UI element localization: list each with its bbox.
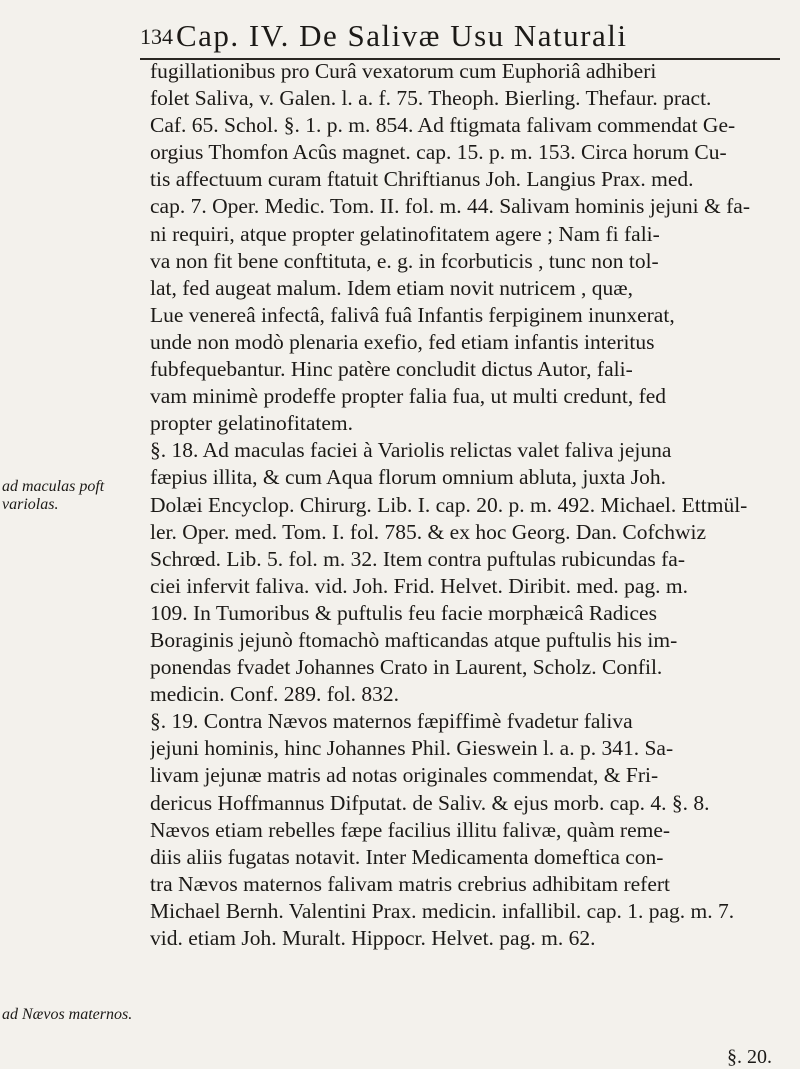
text-line: Caf. 65. Schol. §. 1. p. m. 854. Ad ftigmata falivam commendat Ge- (150, 113, 736, 138)
text-line: dericus Hoffmannus Difputat. de Saliv. & ejus morb. cap. 4. §. 8. (150, 790, 710, 815)
catchword: §. 20. (727, 1046, 772, 1068)
text-line: fugillationibus pro Curâ vexatorum cum Euphoriâ adhiberi (150, 59, 657, 83)
text-line: unde non modò plenaria exefio, fed etiam infantis interitus (150, 329, 655, 354)
text-line: ni requiri, atque propter gelatinofitatem agere ; Nam fi fali- (150, 221, 660, 246)
text-line: folet Saliva, v. Galen. l. a. f. 75. Theoph. Bierling. Thefaur. pract. (150, 86, 712, 111)
text-line: Lue venereâ infectâ, falivâ fuâ Infantis ferpiginem inunxerat, (150, 302, 675, 327)
text-line: Nævos etiam rebelles fæpe facilius illitu falivæ, quàm reme- (150, 817, 671, 842)
text-line: ler. Oper. med. Tom. I. fol. 785. & ex hoc Georg. Dan. Cofchwiz (150, 519, 706, 544)
body-text (150, 58, 786, 952)
page-number: 134 (140, 24, 173, 49)
text-line: Schrœd. Lib. 5. fol. m. 32. Item contra puftulas rubicundas fa- (150, 546, 685, 571)
text-line: jejuni hominis, hinc Johannes Phil. Gieswein l. a. p. 341. Sa- (150, 736, 674, 761)
text-line: Dolæi Encyclop. Chirurg. Lib. I. cap. 20. p. m. 492. Michael. Ettmül- (150, 492, 748, 517)
text-line: propter gelatinofitatem. (150, 411, 353, 436)
text-line: orgius Thomfon Acûs magnet. cap. 15. p. m. 153. Circa horum Cu- (150, 140, 727, 165)
running-head: Cap. IV. De Salivæ Usu Naturali (176, 18, 628, 53)
text-line: fubfequebantur. Hinc patère concludit dictus Autor, fali- (150, 357, 633, 382)
text-line: ponendas fvadet Johannes Crato in Laurent, Scholz. Confil. (150, 655, 663, 680)
text-line: ciei infervit faliva. vid. Joh. Frid. Helvet. Diribit. med. pag. m. (150, 573, 688, 598)
text-line: 109. In Tumoribus & puftulis feu facie morphæicâ Radices (150, 600, 657, 625)
text-line: diis aliis fugatas notavit. Inter Medicamenta domeftica con- (150, 844, 664, 869)
text-line: vid. etiam Joh. Muralt. Hippocr. Helvet. pag. m. 62. (150, 926, 596, 950)
text-line: §. 19. Contra Nævos maternos fæpiffimè fvadetur faliva (150, 709, 633, 734)
margin-note-naevos: ad Nævos maternos. (2, 1006, 133, 1023)
text-line: tra Nævos maternos falivam matris crebrius adhibitam refert (150, 871, 671, 896)
text-line: lat, fed augeat malum. Idem etiam novit nutricem , quæ, (150, 275, 634, 300)
text-line: vam minimè prodeffe propter falia fua, ut multi credunt, fed (150, 384, 667, 409)
text-line: medicin. Conf. 289. fol. 832. (150, 682, 400, 707)
margin-note-maculas: ad maculas poft variolas. (2, 478, 105, 513)
text-line: §. 18. Ad maculas faciei à Variolis relictas valet faliva jejuna (150, 438, 672, 463)
text-line: tis affectuum curam ftatuit Chriftianus Joh. Langius Prax. med. (150, 167, 694, 192)
text-line: va non fit bene conftituta, e. g. in fcorbuticis , tunc non tol- (150, 248, 659, 273)
page-header (140, 14, 780, 60)
text-line: fæpius illita, & cum Aqua florum omnium abluta, juxta Joh. (150, 465, 666, 490)
text-line: livam jejunæ matris ad notas originales commendat, & Fri- (150, 763, 659, 788)
text-line: cap. 7. Oper. Medic. Tom. II. fol. m. 44. Salivam hominis jejuni & fa- (150, 194, 750, 219)
text-line: Michael Bernh. Valentini Prax. medicin. infallibil. cap. 1. pag. m. 7. (150, 898, 735, 923)
text-line: Boraginis jejunò ftomachò mafticandas atque puftulis his im- (150, 627, 678, 652)
